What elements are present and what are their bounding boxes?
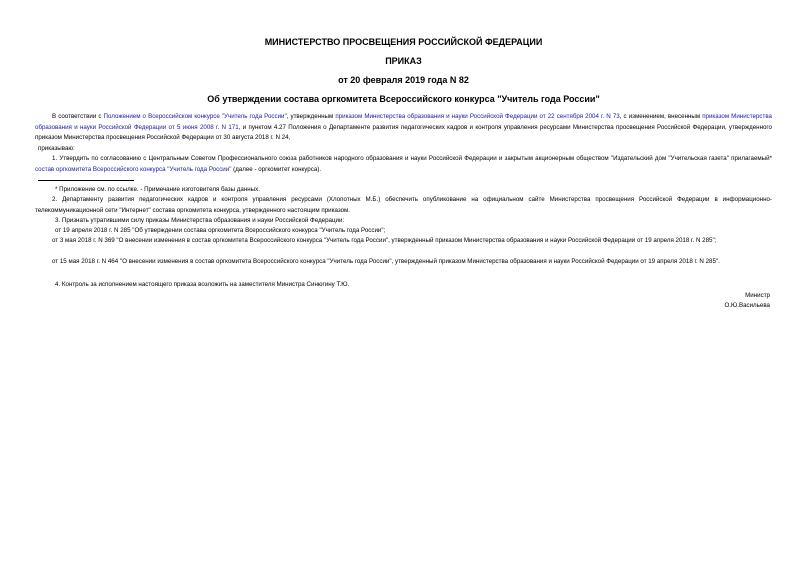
item-4-paragraph: 4. Контроль за исполнением настоящего приказа возложить на заместителя Министра Синюгину Т.Ю. <box>55 281 350 288</box>
repealed-order-2: от 3 мая 2018 г. N 369 "О внесении изменения в состав оргкомитета Всероссийского конкурса "Учитель года России", утвержденный приказом Министерства образования и науки Российской Федерации от 19 апреля 2018 г. N 285"; <box>52 237 717 244</box>
preamble-text-4: , и пунктом 4.27 Положения о Департаменте развития педагогических кадров и контроля управления ресурсами Министерства просвещения Российской Федерации, утвержденного приказом Министерства просвещения Российской Федерации от 30 августа 2018 г. N 24, <box>35 123 772 141</box>
item-1-paragraph <box>35 154 772 175</box>
item-2-paragraph: 2. Департаменту развития педагогических кадров и контроля управления ресурсами (Хлопотных М.Б.) обеспечить опубликование на официальном сайте Министерства просвещения Российской Федерации в информационно-телекоммуникационной сети "Интернет" состава оргкомитета конкурса, утвержденного настоящим приказом. <box>35 196 772 214</box>
signature-name: О.Ю.Васильева <box>724 302 770 309</box>
preamble-text-2: , утвержденным <box>286 113 336 120</box>
date-number: от 20 февраля 2019 года N 82 <box>338 75 469 85</box>
doc-type-heading: ПРИКАЗ <box>385 56 422 66</box>
link-order-73[interactable]: приказом Министерства образования и науки Российской Федерации от 22 сентября 2004 г. N 73 <box>335 113 620 120</box>
footnote-separator <box>38 180 134 181</box>
repealed-order-1: от 19 апреля 2018 г. N 285 "Об утверждении состава оргкомитета Всероссийского конкурса "Учитель года России"; <box>55 227 386 234</box>
footnote: * Приложение см. по ссылке. - Примечание изготовителя базы данных. <box>55 186 260 193</box>
link-order-171[interactable]: приказом Министерства образования и науки Российской Федерации от 5 июня 2008 г. N 171 <box>35 113 772 131</box>
order-word: приказываю: <box>38 145 75 152</box>
ministry-heading: МИНИСТЕРСТВО ПРОСВЕЩЕНИЯ РОССИЙСКОЙ ФЕДЕРАЦИИ <box>264 37 543 47</box>
preamble-text-1: В соответствии с <box>52 113 104 120</box>
repealed-order-3: от 15 мая 2018 г. N 464 "О внесении изменения в состав оргкомитета Всероссийского конкурса "Учитель года России", утвержденный приказом Министерства образования и науки Российской Федерации от 19 апреля 2018 г. N 285". <box>52 258 720 265</box>
link-regulation[interactable]: Положением о Всероссийском конкурсе "Учитель года России" <box>103 113 287 120</box>
link-committee-composition[interactable]: состав оргкомитета Всероссийского конкурса "Учитель года России" <box>35 165 232 173</box>
item-1-text-end: (далее - оргкомитет конкурса). <box>231 165 322 173</box>
document-title: Об утверждении состава оргкомитета Всероссийского конкурса "Учитель года России" <box>207 94 600 104</box>
item-1-text: 1. Утвердить по согласованию с Центральным Советом Профессионального союза работников народного образования и науки Российской Федерации и закрытым акционерным обществом "Издательский дом "Учительская газета" прилагаемый* <box>52 155 772 162</box>
preamble-text-3: , с изменением, внесенным <box>619 113 703 120</box>
preamble-paragraph <box>35 112 772 144</box>
item-3-paragraph: 3. Признать утратившими силу приказы Министерства образования и науки Российской Федерации: <box>55 217 345 224</box>
signature-position: Министр <box>745 292 770 299</box>
